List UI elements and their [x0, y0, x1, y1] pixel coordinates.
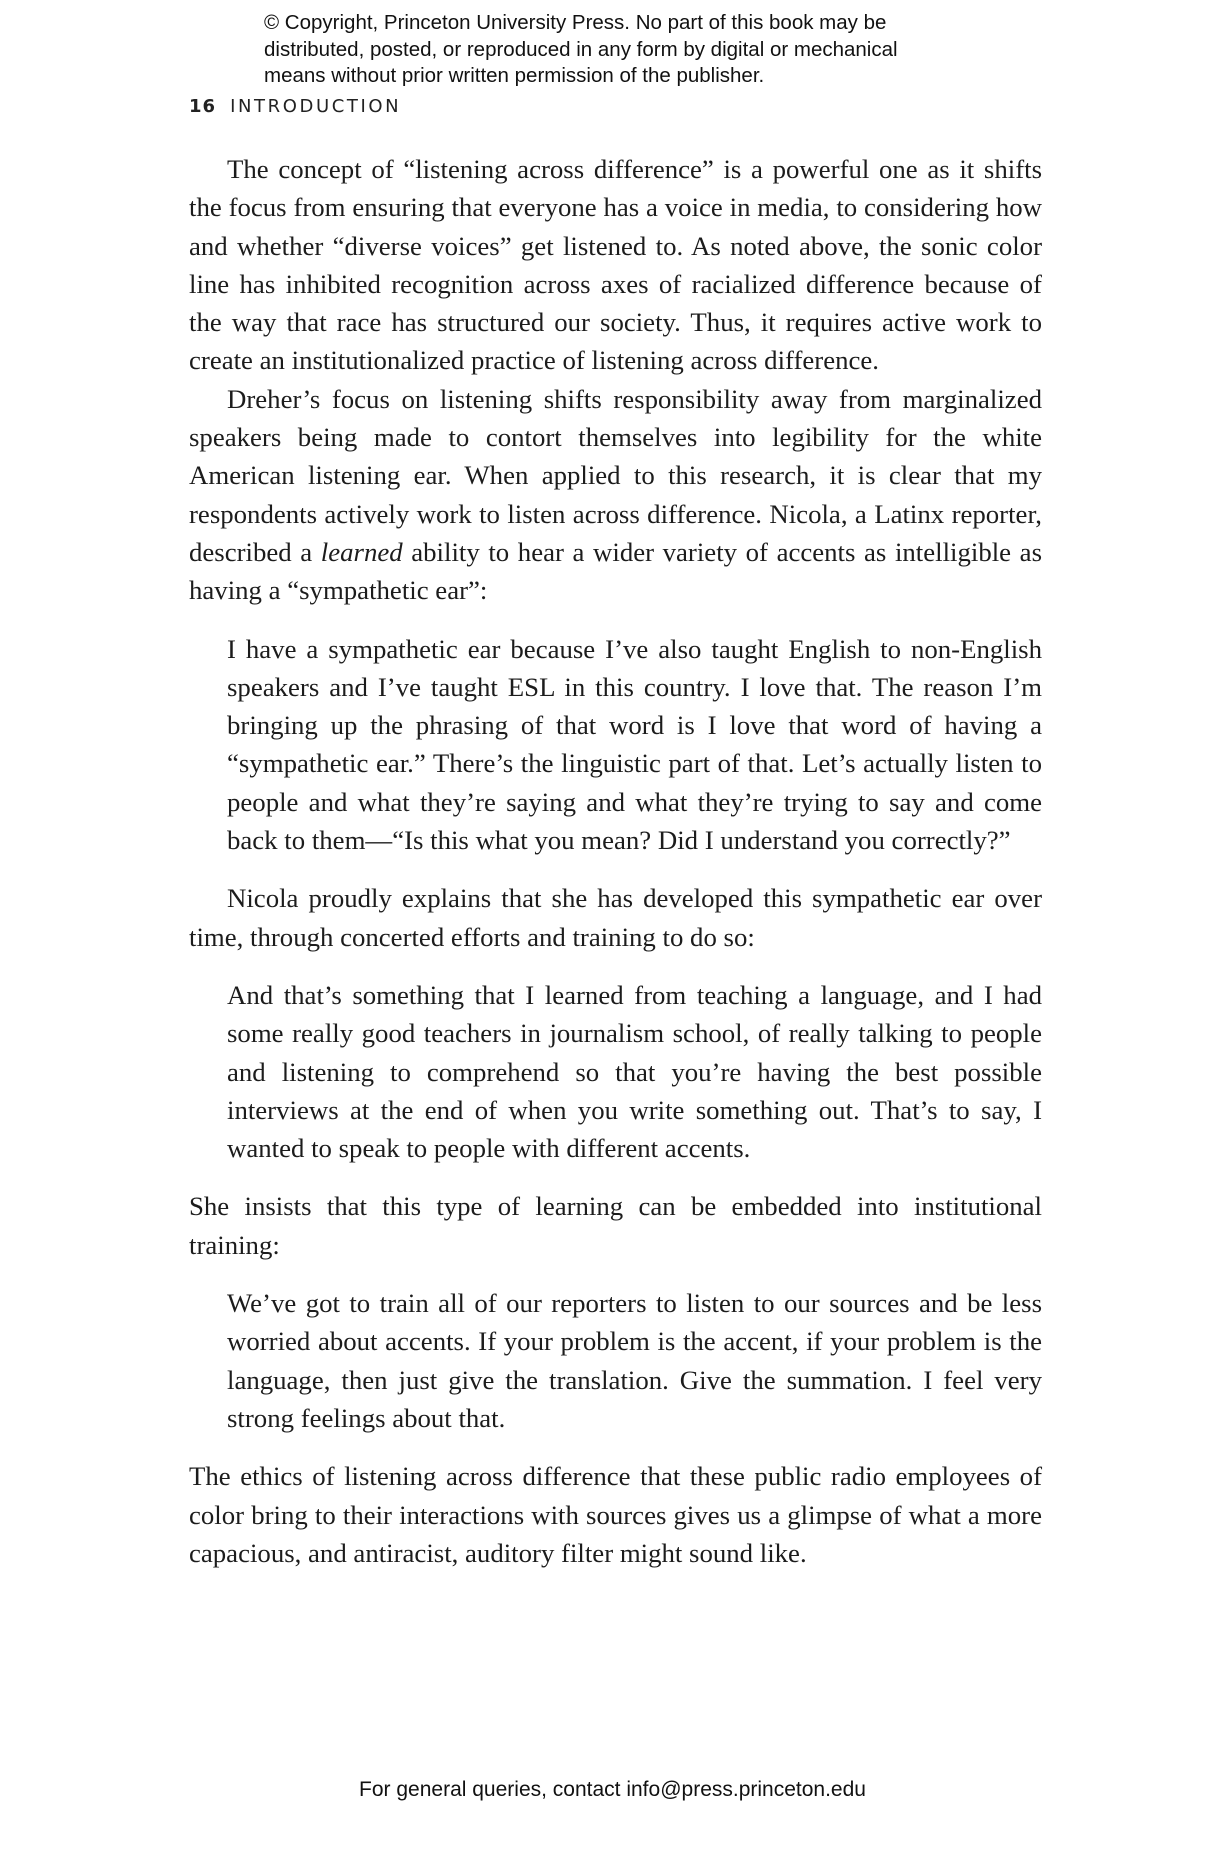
paragraph-2	[189, 380, 1042, 610]
block-quote-3: We’ve got to train all of our reporters to listen to our sources and be less worried about accents. If your problem is the accent, if your problem is the language, then just give the translation. Give the summation. I feel very strong feelings about that.	[227, 1288, 1042, 1433]
paragraph-5: The ethics of listening across difference that these public radio employees of color bring to their interactions with sources gives us a glimpse of what a more capacious, and antiracist, auditory filter might sound like.	[189, 1461, 1042, 1568]
paragraph-2-emphasis: learned	[320, 536, 403, 567]
paragraph-4: She insists that this type of learning can be embedded into institutional training:	[189, 1191, 1042, 1260]
copyright-line-2: distributed, posted, or reproduced in any form by digital or mechanical	[264, 37, 898, 61]
paragraph-1: The concept of “listening across difference” is a powerful one as it shifts the focus from ensuring that everyone has a voice in media, to considering how and whether “diverse voices” get listened to. As noted above, the sonic color line has inhibited recognition across axes of racialized difference because of the way that race has structured our society. Thus, it requires active work to create an institutionalized practice of listening across difference.	[189, 154, 1042, 376]
body-text	[189, 150, 1042, 1572]
page-number: 16	[189, 96, 217, 117]
copyright-line-1: © Copyright, Princeton University Press. No part of this book may be	[264, 11, 887, 34]
footer-contact: For general queries, contact info@press.princeton.edu	[359, 1778, 866, 1801]
section-title: INTRODUCTION	[230, 96, 402, 117]
paragraph-2-part-2: ability to hear a wider variety of accents as intelligible as having a “sympathetic ear”:	[189, 536, 1042, 606]
running-head	[189, 96, 401, 117]
copyright-line-3: means without prior written permission of the publisher.	[264, 64, 765, 87]
paragraph-2-part-1: Dreher’s focus on listening shifts responsibility away from marginalized speakers being made to contort themselves into legibility for the white American listening ear. When applied to this research, it is clear that my respondents actively work to listen across difference. Nicola, a Latinx reporter, described a	[189, 383, 1042, 567]
block-quote-2: And that’s something that I learned from teaching a language, and I had some really good teachers in journalism school, of really talking to people and listening to comprehend so that you’re having the best possible interviews at the end of when you write something out. That’s to say, I wanted to speak to people with different accents.	[227, 979, 1042, 1164]
copyright-notice	[264, 10, 964, 90]
paragraph-3: Nicola proudly explains that she has developed this sympathetic ear over time, through concerted efforts and training to do so:	[189, 883, 1042, 952]
block-quote-1: I have a sympathetic ear because I’ve also taught English to non-English speakers and I’ve taught ESL in this country. I love that. The reason I’m bringing up the phrasing of that word is I love that word of having a “sympathetic ear.” There’s the linguistic part of that. Let’s actually listen to people and what they’re saying and what they’re trying to say and come back to them—“Is this what you mean? Did I understand you correctly?”	[227, 633, 1042, 856]
